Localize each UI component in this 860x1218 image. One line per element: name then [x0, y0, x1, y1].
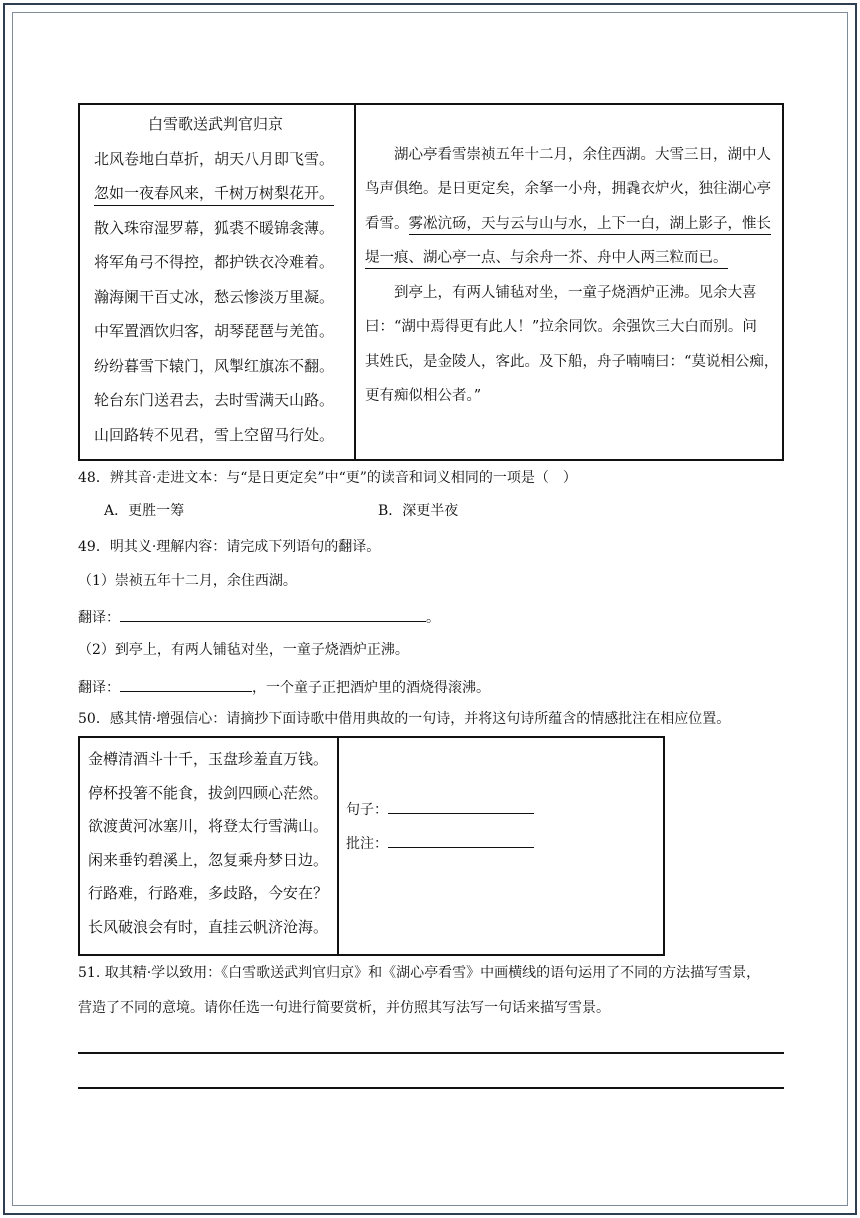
prose-text-underlined: 雾凇沆砀，天与云与山与水，上下一白，湖上影子，惟长 [409, 216, 772, 235]
poem-line: 山回路转不见君，雪上空留马行处。 [94, 426, 335, 444]
q51-answer-line[interactable] [78, 1052, 784, 1054]
q49-stem: 49．明其义·理解内容：请完成下列语句的翻译。 [78, 539, 381, 555]
prose-line: 曰：“湖中焉得更有此人！”拉余同饮。余强饮三大白而别。问 [365, 319, 757, 335]
q49-answer2 [78, 678, 490, 695]
prose-line: 鸟声俱绝。是日更定矣，余拏一小舟，拥毳衣炉火，独往湖心亭 [365, 181, 771, 197]
q49-answer1-blank[interactable] [120, 608, 426, 622]
q49-sub1: （1）崇祯五年十二月，余住西湖。 [78, 573, 297, 589]
q48-option-a[interactable]: A．更胜一筹 [104, 503, 185, 519]
q48-stem: 48．辨其音·走进文本：与“是日更定矣”中“更”的读音和词义相同的一项是（ ） [78, 470, 577, 486]
q50-note-label: 批注： [346, 836, 388, 852]
prose-panel [356, 105, 782, 459]
prose-line: 更有痴似相公者。” [365, 388, 482, 404]
q50-stem: 50．感其情·增强信心：请摘抄下面诗歌中借用典故的一句诗，并将这句诗所蕴含的情感批注在相应位置。 [78, 711, 731, 727]
q49-end1: 。 [426, 610, 440, 626]
q51-answer-line[interactable] [78, 1087, 784, 1089]
q49-end2: ，一个童子正把酒炉里的酒烧得滚沸。 [252, 680, 490, 696]
prose-line: 湖心亭看雪崇祯五年十二月，余住西湖。大雪三日，湖中人 [394, 147, 771, 163]
q50-note-blank[interactable] [388, 834, 534, 848]
q50-poem-line: 金樽清酒斗十千，玉盘珍羞直万钱。 [88, 750, 329, 768]
q49-answer2-blank[interactable] [120, 678, 252, 692]
poem-line: 散入珠帘湿罗幕，狐裘不暖锦衾薄。 [94, 219, 335, 237]
q51-stem-line2: 营造了不同的意境。请你任选一句进行简要赏析，并仿照其写法写一句话来描写雪景。 [78, 1000, 610, 1016]
q50-poem-line: 行路难，行路难，多歧路，今安在？ [88, 884, 329, 902]
q50-poem-panel [80, 738, 337, 954]
q50-sentence-label: 句子： [346, 802, 388, 818]
poem-line: 瀚海阑干百丈冰，愁云惨淡万里凝。 [94, 288, 335, 306]
q50-poem-line: 长风破浪会有时，直挂云帆济沧海。 [88, 918, 329, 936]
prose-line: 其姓氏，是金陵人，客此。及下船，舟子喃喃曰：“莫说相公痴， [365, 354, 779, 370]
poem-line-underlined: 忽如一夜春风来，千树万树梨花开。 [94, 182, 334, 206]
q50-poem-line: 闲来垂钓碧溪上，忽复乘舟梦日边。 [88, 851, 329, 869]
q50-sentence-row [346, 800, 534, 817]
q50-poem-line: 停杯投箸不能食，拔剑四顾心茫然。 [88, 784, 329, 802]
q48-option-b[interactable]: B．深更半夜 [378, 503, 459, 519]
q49-sub2: （2）到亭上，有两人铺毡对坐，一童子烧酒炉正沸。 [78, 642, 409, 658]
prose-line: 到亭上，有两人铺毡对坐，一童子烧酒炉正沸。见余大喜 [394, 285, 757, 301]
poem-line: 纷纷暮雪下辕门，风掣红旗冻不翻。 [94, 357, 335, 375]
prose-line [365, 217, 771, 232]
q50-table-divider [337, 736, 339, 956]
q49-answer1 [78, 608, 440, 625]
poem-title: 白雪歌送武判官归京 [148, 115, 284, 133]
poem-line: 中军置酒饮归客，胡琴琵琶与羌笛。 [94, 322, 335, 340]
q49-label1: 翻译： [78, 610, 120, 626]
q50-sentence-blank[interactable] [388, 800, 534, 814]
q50-note-row [346, 834, 534, 851]
q50-poem-line: 欲渡黄河冰塞川，将登太行雪满山。 [88, 817, 329, 835]
q51-stem-line1: 51. 取其精·学以致用：《白雪歌送武判官归京》和《湖心亭看雪》中画横线的语句运用了不同的方法描写雪景， [78, 965, 761, 981]
poem-line: 将军角弓不得控，都护铁衣冷难着。 [94, 253, 335, 271]
prose-line-underlined: 堤一痕、湖心亭一点、与余舟一芥、舟中人两三粒而已。 [365, 251, 728, 269]
poem-line: 轮台东门送君去，去时雪满天山路。 [94, 391, 335, 409]
prose-text: 看雪。 [365, 216, 409, 232]
poem-panel [80, 105, 354, 459]
q49-label2: 翻译： [78, 680, 120, 696]
poem-line: 北风卷地白草折，胡天八月即飞雪。 [94, 150, 335, 168]
